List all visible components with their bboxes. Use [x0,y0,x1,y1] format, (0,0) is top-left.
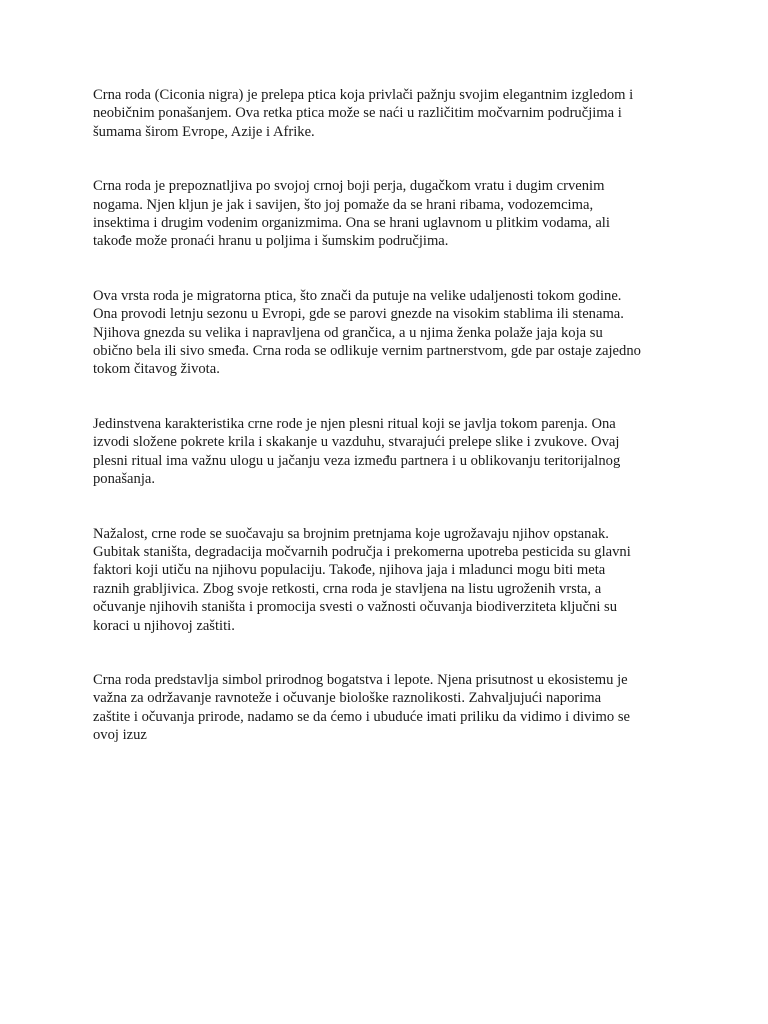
paragraph-6: Crna roda predstavlja simbol prirodnog bogatstva i lepote. Njena prisutnost u ekosistemu je važna za održavanje ravnoteže i očuvanje biološke raznolikosti. Zahvaljujući naporima zaštite i očuvanja prirode, nadamo se da ćemo i ubuduće imati priliku da vidimo i divimo se ovoj izuz [93,671,630,744]
document-body [93,86,677,781]
paragraph-4: Jedinstvena karakteristika crne rode je njen plesni ritual koji se javlja tokom parenja. Ona izvodi složene pokrete krila i skakanje u vazduhu, stvarajući prelepe slike i zvukove. Ovaj plesni ritual ima važnu ulogu u jačanju veza između partnera i u oblikovanju teritorijalnog ponašanja. [93,415,621,488]
paragraph-5: Nažalost, crne rode se suočavaju sa brojnim pretnjama koje ugrožavaju njihov opstanak. Gubitak staništa, degradacija močvarnih područja i prekomerna upotreba pesticida su glavni faktori koji utiču na njihovu populaciju. Takođe, njihova jaja i mladunci mogu biti meta raznih grabljivica. Zbog svoje retkosti, crna roda je stavljena na listu ugroženih vrsta, a očuvanje njihovih staništa i promocija svesti o važnosti očuvanja biodiverziteta ključni su koraci u njihovoj zaštiti. [93,525,631,634]
paragraph-2: Crna roda je prepoznatljiva po svojoj crnoj boji perja, dugačkom vratu i dugim crvenim nogama. Njen kljun je jak i savijen, što joj pomaže da se hrani ribama, vodozemcima, insektima i drugim vodenim organizmima. Ona se hrani uglavnom u plitkim vodama, ali takođe može pronaći hranu u poljima i šumskim područjima. [93,178,610,250]
paragraph-1: Crna roda (Ciconia nigra) je prelepa ptica koja privlači pažnju svojim elegantnim izgledom i neobičnim ponašanjem. Ova retka ptica može se naći u različitim močvarnim područjima i šumama širom Evrope, Azije i Afrike. [93,87,634,140]
paragraph-3: Ova vrsta roda je migratorna ptica, što znači da putuje na velike udaljenosti tokom godine. Ona provodi letnju sezonu u Evropi, gde se parovi gnezde na visokim stablima ili stenama. Njihova gnezda su velika i napravljena od grančica, a u njima ženka polaže jaja koja su obično bela ili sivo smeđa. Crna roda se odlikuje vernim partnerstvom, gde par ostaje zajedno tokom čitavog života. [93,287,641,378]
